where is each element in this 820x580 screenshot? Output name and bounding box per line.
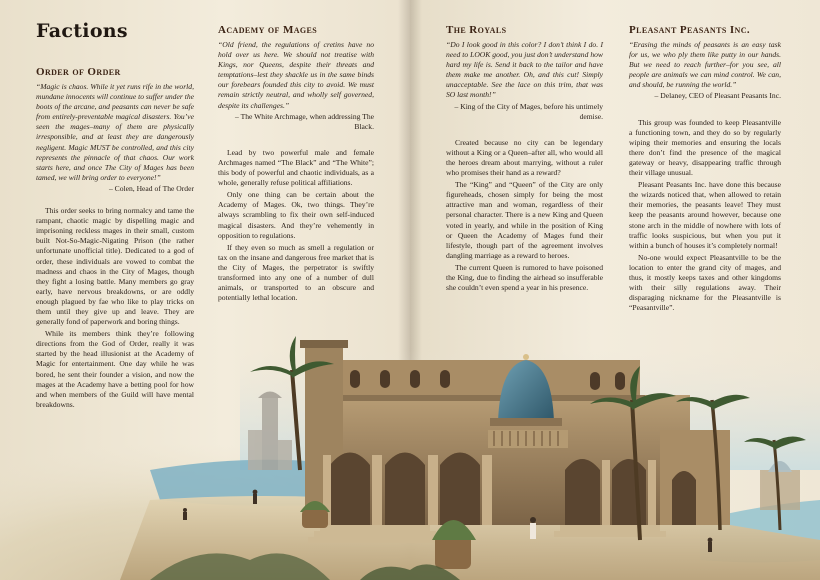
peasants-heading: Pleasant Peasants Inc. — [629, 24, 751, 36]
royals-column — [446, 24, 603, 293]
royals-paragraph: The current Queen is rumored to have poisoned the King, due to finding the airhead so insufferable she couldn’t even spend a year in his presence. — [446, 262, 603, 293]
royals-heading: The Royals — [446, 24, 507, 36]
royals-paragraph: Created because no city can be legendary without a King or a Queen–after all, who would all the heroes dream about marrying, without a ruler who promises their hand as a reward? — [446, 137, 603, 178]
academy-column — [218, 24, 374, 303]
order-quote: “Magic is chaos. While it yet runs rife in the world, mundane innocents will continue to suffer under the boots of the arcane, and peasants can never be safe from entirely-preventable magical disasters. You’ve seen the mages–many of them are physically irresponsible, and at least they are dangerously negligent. Magic MUST be controlled, and this city represents the pinnacle of that chaos. Our work starts here, and once The City of Mages has been tamed, we will bring order to everyone!” — [36, 82, 194, 182]
peasants-paragraph: Pleasant Peasants Inc. have done this because the wizards noticed that, when allowed to retain their memories, the peasants leave! They must keep the peasants around however, because one stone arch in the middle of nowhere with lots of traffic looks suspicious, but when you put it within a bunch of houses it’s completely normal! — [629, 180, 781, 250]
peasants-body — [629, 118, 781, 314]
order-heading: Order of Order — [36, 66, 121, 78]
order-column — [36, 66, 194, 410]
academy-attribution: – The White Archmage, when addressing The Black. — [235, 111, 374, 131]
page-title: Factions — [36, 20, 128, 42]
academy-body — [218, 148, 374, 303]
academy-quote: “Old friend, the regulations of cretins have no hold over us here. We should not treatise with Kings, nor Queens, despite their threats and temptations–lest they shackle us in the same binds our forebears founded this city to avoid. We must remain strictly neutral, and wholly self governed, despite its challenges.” — [218, 40, 374, 110]
order-attribution: – Colen, Head of The Order — [108, 183, 194, 193]
peasants-quote: “Erasing the minds of peasants is an easy task for us, we who ply them like putty in our hands. But we need to reach further–for you see, all people are animals we can mind control. We can, and should, be running the world.” — [629, 40, 781, 90]
order-paragraph: While its members think they’re following directions from the God of Order, really it was started by the head illusionist at the Academy of Magic for entertainment. One day while he was bored, he sent their founder a vision, and now the mages at the Academy have a betting pool for how and when members of the Guild will have mental breakdowns. — [36, 329, 194, 409]
order-paragraph: This order seeks to bring normalcy and tame the rampant, chaotic magic by dispelling magic and imprisoning reckless mages in their small, custom built Not-So-Magic-Nigating Prison (the rather unfortunate unofficial title). Dedicated to a god of order, these individuals are vowed to combat the madness and chaos in the City of Mages, though they fight a losing battle. Many members go gray early, have nervous breakdowns, or are oddly enough plagued by fae who like to play tricks on them until they give up and leave. They are generally fond of paperwork and boring things. — [36, 206, 194, 327]
royals-body — [446, 138, 603, 293]
royals-attribution: – King of the City of Mages, before his untimely demise. — [454, 101, 603, 121]
order-body — [36, 206, 194, 410]
royals-quote: “Do I look good in this color? I don’t think I do. I need to LOOK good, you just don’t understand how hard my life is. Send it back to the tailor and have them make me another. Oh, and this cut! Simply unacceptable. See the lace on this trim, that was SO last month!” — [446, 40, 603, 100]
royals-paragraph: The “King” and “Queen” of the City are only figureheads, chosen simply for being the most attractive man and woman, regardless of their personal character. There is a new King and Queen voted in yearly, and while in the position of King or Queen the Academy of Mages fund their lifestyle, though part of the agreement involves dangling marriage as a reward to heroes. — [446, 180, 603, 260]
academy-paragraph: Only one thing can be certain about the Academy of Mages. Ok, two things. They’re always scrambling to fix their own self-induced magical disasters. And they’re vehemently in opposition to regulations. — [218, 190, 374, 240]
academy-heading: Academy of Mages — [218, 24, 318, 36]
academy-paragraph: Lead by two powerful male and female Archmages named “The Black” and “The White”; this body of powerful and chaotic individuals, as a whole, generally refuse political affiliations. — [218, 147, 374, 188]
peasants-column — [629, 24, 781, 313]
peasants-paragraph: This group was founded to keep Pleasantville a functioning town, and they do so by regularly wiping their memories and ensuring the locals there don’t find the presence of the magical gateway or heavy, disappearing traffic through their village unusual. — [629, 117, 781, 178]
peasants-paragraph: No-one would expect Pleasantville to be the location to enter the grand city of mages, and thus, it mostly keeps taxes and other kingdoms with their silly regulations away. Their disparaging nickname for the Pleasantville is “Peasantville”. — [629, 252, 781, 313]
academy-paragraph: If they even so much as smell a regulation or tax on the insane and dangerous free market that is the City of Mages, the perpetrator is swiftly transformed into any one of a number of dull animals, or transported to an obscure and potentially lethal location. — [218, 242, 374, 303]
peasants-attribution: – Delaney, CEO of Pleasant Peasants Inc. — [654, 91, 781, 101]
